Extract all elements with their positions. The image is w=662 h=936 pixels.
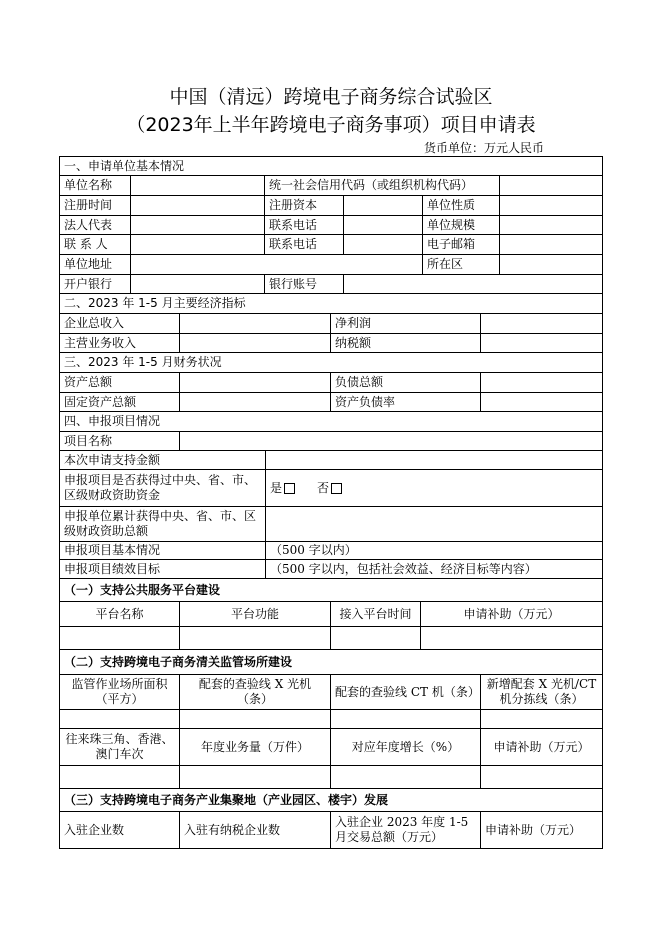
sub2-field-growth[interactable] xyxy=(330,765,481,789)
label-contact: 联 系 人 xyxy=(59,234,131,255)
checkbox-no[interactable] xyxy=(331,483,342,494)
label-got-funding: 申报项目是否获得过中央、省、市、区级财政资助资金 xyxy=(59,469,266,507)
label-reg-capital: 注册资本 xyxy=(264,195,344,216)
field-phone-2[interactable] xyxy=(343,234,423,255)
label-net-profit: 净利润 xyxy=(330,313,481,334)
sub1-field-platform-function[interactable] xyxy=(179,626,331,650)
title-line-1: 中国（清远）跨境电子商务综合试验区 xyxy=(169,86,493,108)
sub3-col-subsidy: 申请补助（万元） xyxy=(480,811,603,849)
label-district: 所在区 xyxy=(422,254,500,275)
field-basic-info[interactable]: （500 字以内） xyxy=(265,541,603,560)
sub1-col-subsidy: 申请补助（万元） xyxy=(420,601,603,627)
field-total-funding[interactable] xyxy=(265,506,603,542)
field-project-name[interactable] xyxy=(179,431,603,451)
sub1-field-access-time[interactable] xyxy=(330,626,421,650)
label-total-funding: 申报单位累计获得中央、省、市、区级财政资助总额 xyxy=(59,506,266,542)
label-credit-code: 统一社会信用代码（或组织机构代码） xyxy=(264,175,500,196)
field-email[interactable] xyxy=(499,234,603,255)
sub3-col-companies: 入驻企业数 xyxy=(59,811,180,849)
sub1-field-platform-name[interactable] xyxy=(59,626,180,650)
option-yes-label: 是 xyxy=(270,480,283,495)
label-tax: 纳税额 xyxy=(330,333,481,353)
label-account: 银行账号 xyxy=(264,274,344,294)
label-unit-name: 单位名称 xyxy=(59,175,131,196)
field-unit-scale[interactable] xyxy=(499,215,603,235)
field-unit-nature[interactable] xyxy=(499,195,603,216)
field-contact[interactable] xyxy=(130,234,265,255)
field-targets[interactable]: （500 字以内，包括社会效益、经济目标等内容） xyxy=(265,559,603,579)
label-bank: 开户银行 xyxy=(59,274,131,294)
field-unit-name[interactable] xyxy=(130,175,265,196)
field-net-profit[interactable] xyxy=(480,313,603,334)
label-total-assets: 资产总额 xyxy=(59,372,180,393)
sub1-col-access-time: 接入平台时间 xyxy=(330,601,421,627)
sub2-title: （二）支持跨境电子商务清关监管场所建设 xyxy=(59,649,603,675)
sub2-field-ct[interactable] xyxy=(330,709,481,729)
sub2-col-trips: 往来珠三角、香港、澳门车次 xyxy=(59,728,180,766)
field-total-income[interactable] xyxy=(179,313,331,334)
sub2-col-volume: 年度业务量（万件） xyxy=(179,728,331,766)
field-main-income[interactable] xyxy=(179,333,331,353)
field-phone[interactable] xyxy=(343,215,423,235)
sub1-col-platform-function: 平台功能 xyxy=(179,601,331,627)
label-basic-info: 申报项目基本情况 xyxy=(59,541,266,560)
label-targets: 申报项目绩效目标 xyxy=(59,559,266,579)
field-credit-code[interactable] xyxy=(499,175,603,196)
field-reg-capital[interactable] xyxy=(343,195,423,216)
funding-choice xyxy=(265,469,603,507)
field-legal-rep[interactable] xyxy=(130,215,265,235)
label-fixed-assets: 固定资产总额 xyxy=(59,392,180,412)
label-legal-rep: 法人代表 xyxy=(59,215,131,235)
label-support-amount: 本次申请支持金额 xyxy=(59,450,266,470)
field-district[interactable] xyxy=(499,254,603,275)
label-reg-time: 注册时间 xyxy=(59,195,131,216)
sub2-field-subsidy[interactable] xyxy=(480,765,603,789)
field-support-amount[interactable] xyxy=(265,450,603,470)
field-bank[interactable] xyxy=(130,274,265,294)
field-total-liab[interactable] xyxy=(480,372,603,393)
sub1-title: （一）支持公共服务平台建设 xyxy=(59,578,603,602)
section3-title: 三、2023 年 1-5 月财务状况 xyxy=(59,352,603,373)
label-unit-nature: 单位性质 xyxy=(422,195,500,216)
option-no-label: 否 xyxy=(317,480,330,495)
field-fixed-assets[interactable] xyxy=(179,392,331,412)
sub3-col-taxpaying: 入驻有纳税企业数 xyxy=(179,811,331,849)
label-phone: 联系电话 xyxy=(264,215,344,235)
sub2-col-xray: 配套的查验线 X 光机（条） xyxy=(179,674,331,710)
label-total-liab: 负债总额 xyxy=(330,372,481,393)
label-address: 单位地址 xyxy=(59,254,131,275)
field-reg-time[interactable] xyxy=(130,195,265,216)
label-project-name: 项目名称 xyxy=(59,431,180,451)
label-main-income: 主营业务收入 xyxy=(59,333,180,353)
sub2-field-volume[interactable] xyxy=(179,765,331,789)
sub2-col-subsidy: 申请补助（万元） xyxy=(480,728,603,766)
label-phone-2: 联系电话 xyxy=(264,234,344,255)
checkbox-yes[interactable] xyxy=(284,483,295,494)
title-line-2: （2023年上半年跨境电子商务事项）项目申请表 xyxy=(126,114,536,136)
sub1-col-platform-name: 平台名称 xyxy=(59,601,180,627)
sub2-col-sorting: 新增配套 X 光机/CT 机分拣线（条） xyxy=(480,674,603,710)
label-email: 电子邮箱 xyxy=(422,234,500,255)
section4-title: 四、申报项目情况 xyxy=(59,411,603,432)
field-debt-ratio[interactable] xyxy=(480,392,603,412)
field-total-assets[interactable] xyxy=(179,372,331,393)
sub2-field-trips[interactable] xyxy=(59,765,180,789)
sub1-field-subsidy[interactable] xyxy=(420,626,603,650)
sub3-title: （三）支持跨境电子商务产业集聚地（产业园区、楼宇）发展 xyxy=(59,788,603,812)
field-tax[interactable] xyxy=(480,333,603,353)
label-debt-ratio: 资产负债率 xyxy=(330,392,481,412)
sub2-field-sorting[interactable] xyxy=(480,709,603,729)
sub3-col-transactions: 入驻企业 2023 年度 1-5 月交易总额（万元） xyxy=(330,811,481,849)
sub2-col-ct: 配套的查验线 CT 机（条） xyxy=(330,674,481,710)
sub2-col-growth: 对应年度增长（%） xyxy=(330,728,481,766)
section1-title: 一、申请单位基本情况 xyxy=(59,156,603,176)
currency-unit: 货币单位：万元人民币 xyxy=(424,141,545,155)
sub2-field-xray[interactable] xyxy=(179,709,331,729)
field-account[interactable] xyxy=(343,274,603,294)
sub2-field-area[interactable] xyxy=(59,709,180,729)
field-address[interactable] xyxy=(130,254,423,275)
label-unit-scale: 单位规模 xyxy=(422,215,500,235)
sub2-col-area: 监管作业场所面积（平方） xyxy=(59,674,180,710)
section2-title: 二、2023 年 1-5 月主要经济指标 xyxy=(59,293,603,314)
label-total-income: 企业总收入 xyxy=(59,313,180,334)
